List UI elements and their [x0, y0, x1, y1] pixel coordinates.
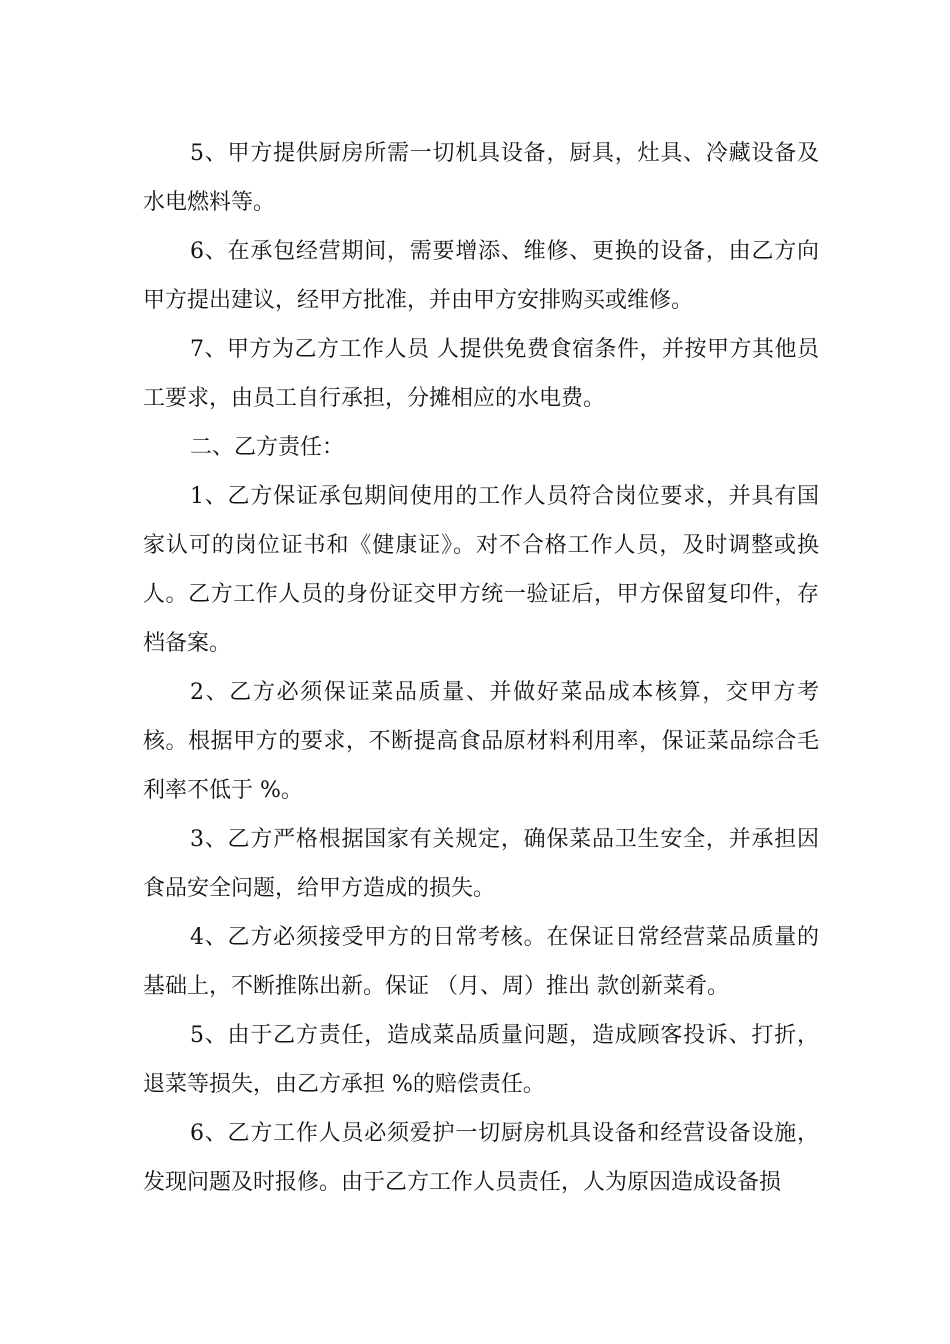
paragraph-clause-6-equipment-maintenance: 6、在承包经营期间，需要增添、维修、更换的设备，由乙方向甲方提出建议，经甲方批准，并由甲方安排购买或维修。: [143, 239, 819, 313]
section-heading-party-b-responsibility: 二、乙方责任：: [190, 435, 345, 460]
paragraph-clause-5-kitchen-equipment: 5、甲方提供厨房所需一切机具设备，厨具，灶具、冷藏设备及水电燃料等。: [143, 141, 819, 215]
paragraph-clause-7-staff-accommodation: 7、甲方为乙方工作人员 人提供免费食宿条件，并按甲方其他员工要求，由员工自行承担，分摊相应的水电费。: [143, 337, 819, 411]
paragraph-b-clause-1-staff-qualification: 1、乙方保证承包期间使用的工作人员符合岗位要求，并具有国家认可的岗位证书和《健康证》。对不合格工作人员，及时调整或换人。乙方工作人员的身份证交甲方统一验证后，甲方保留复印件，存档备案。: [143, 484, 819, 656]
paragraph-b-clause-5-quality-liability: 5、由于乙方责任，造成菜品质量问题，造成顾客投诉、打折，退菜等损失，由乙方承担 %的赔偿责任。: [143, 1023, 819, 1097]
paragraph-b-clause-2-dish-quality: 2、乙方必须保证菜品质量、并做好菜品成本核算，交甲方考核。根据甲方的要求，不断提高食品原材料利用率，保证菜品综合毛利率不低于 %。: [143, 680, 819, 803]
paragraph-b-clause-4-daily-assessment: 4、乙方必须接受甲方的日常考核。在保证日常经营菜品质量的基础上，不断推陈出新。保证 （月、周）推出 款创新菜肴。: [143, 925, 819, 999]
paragraph-b-clause-6-equipment-care: 6、乙方工作人员必须爱护一切厨房机具设备和经营设备设施，发现问题及时报修。由于乙方工作人员责任，人为原因造成设备损: [143, 1121, 819, 1195]
document-body: [143, 129, 819, 1207]
paragraph-b-clause-3-food-safety: 3、乙方严格根据国家有关规定，确保菜品卫生安全，并承担因食品安全问题，给甲方造成的损失。: [143, 827, 819, 901]
